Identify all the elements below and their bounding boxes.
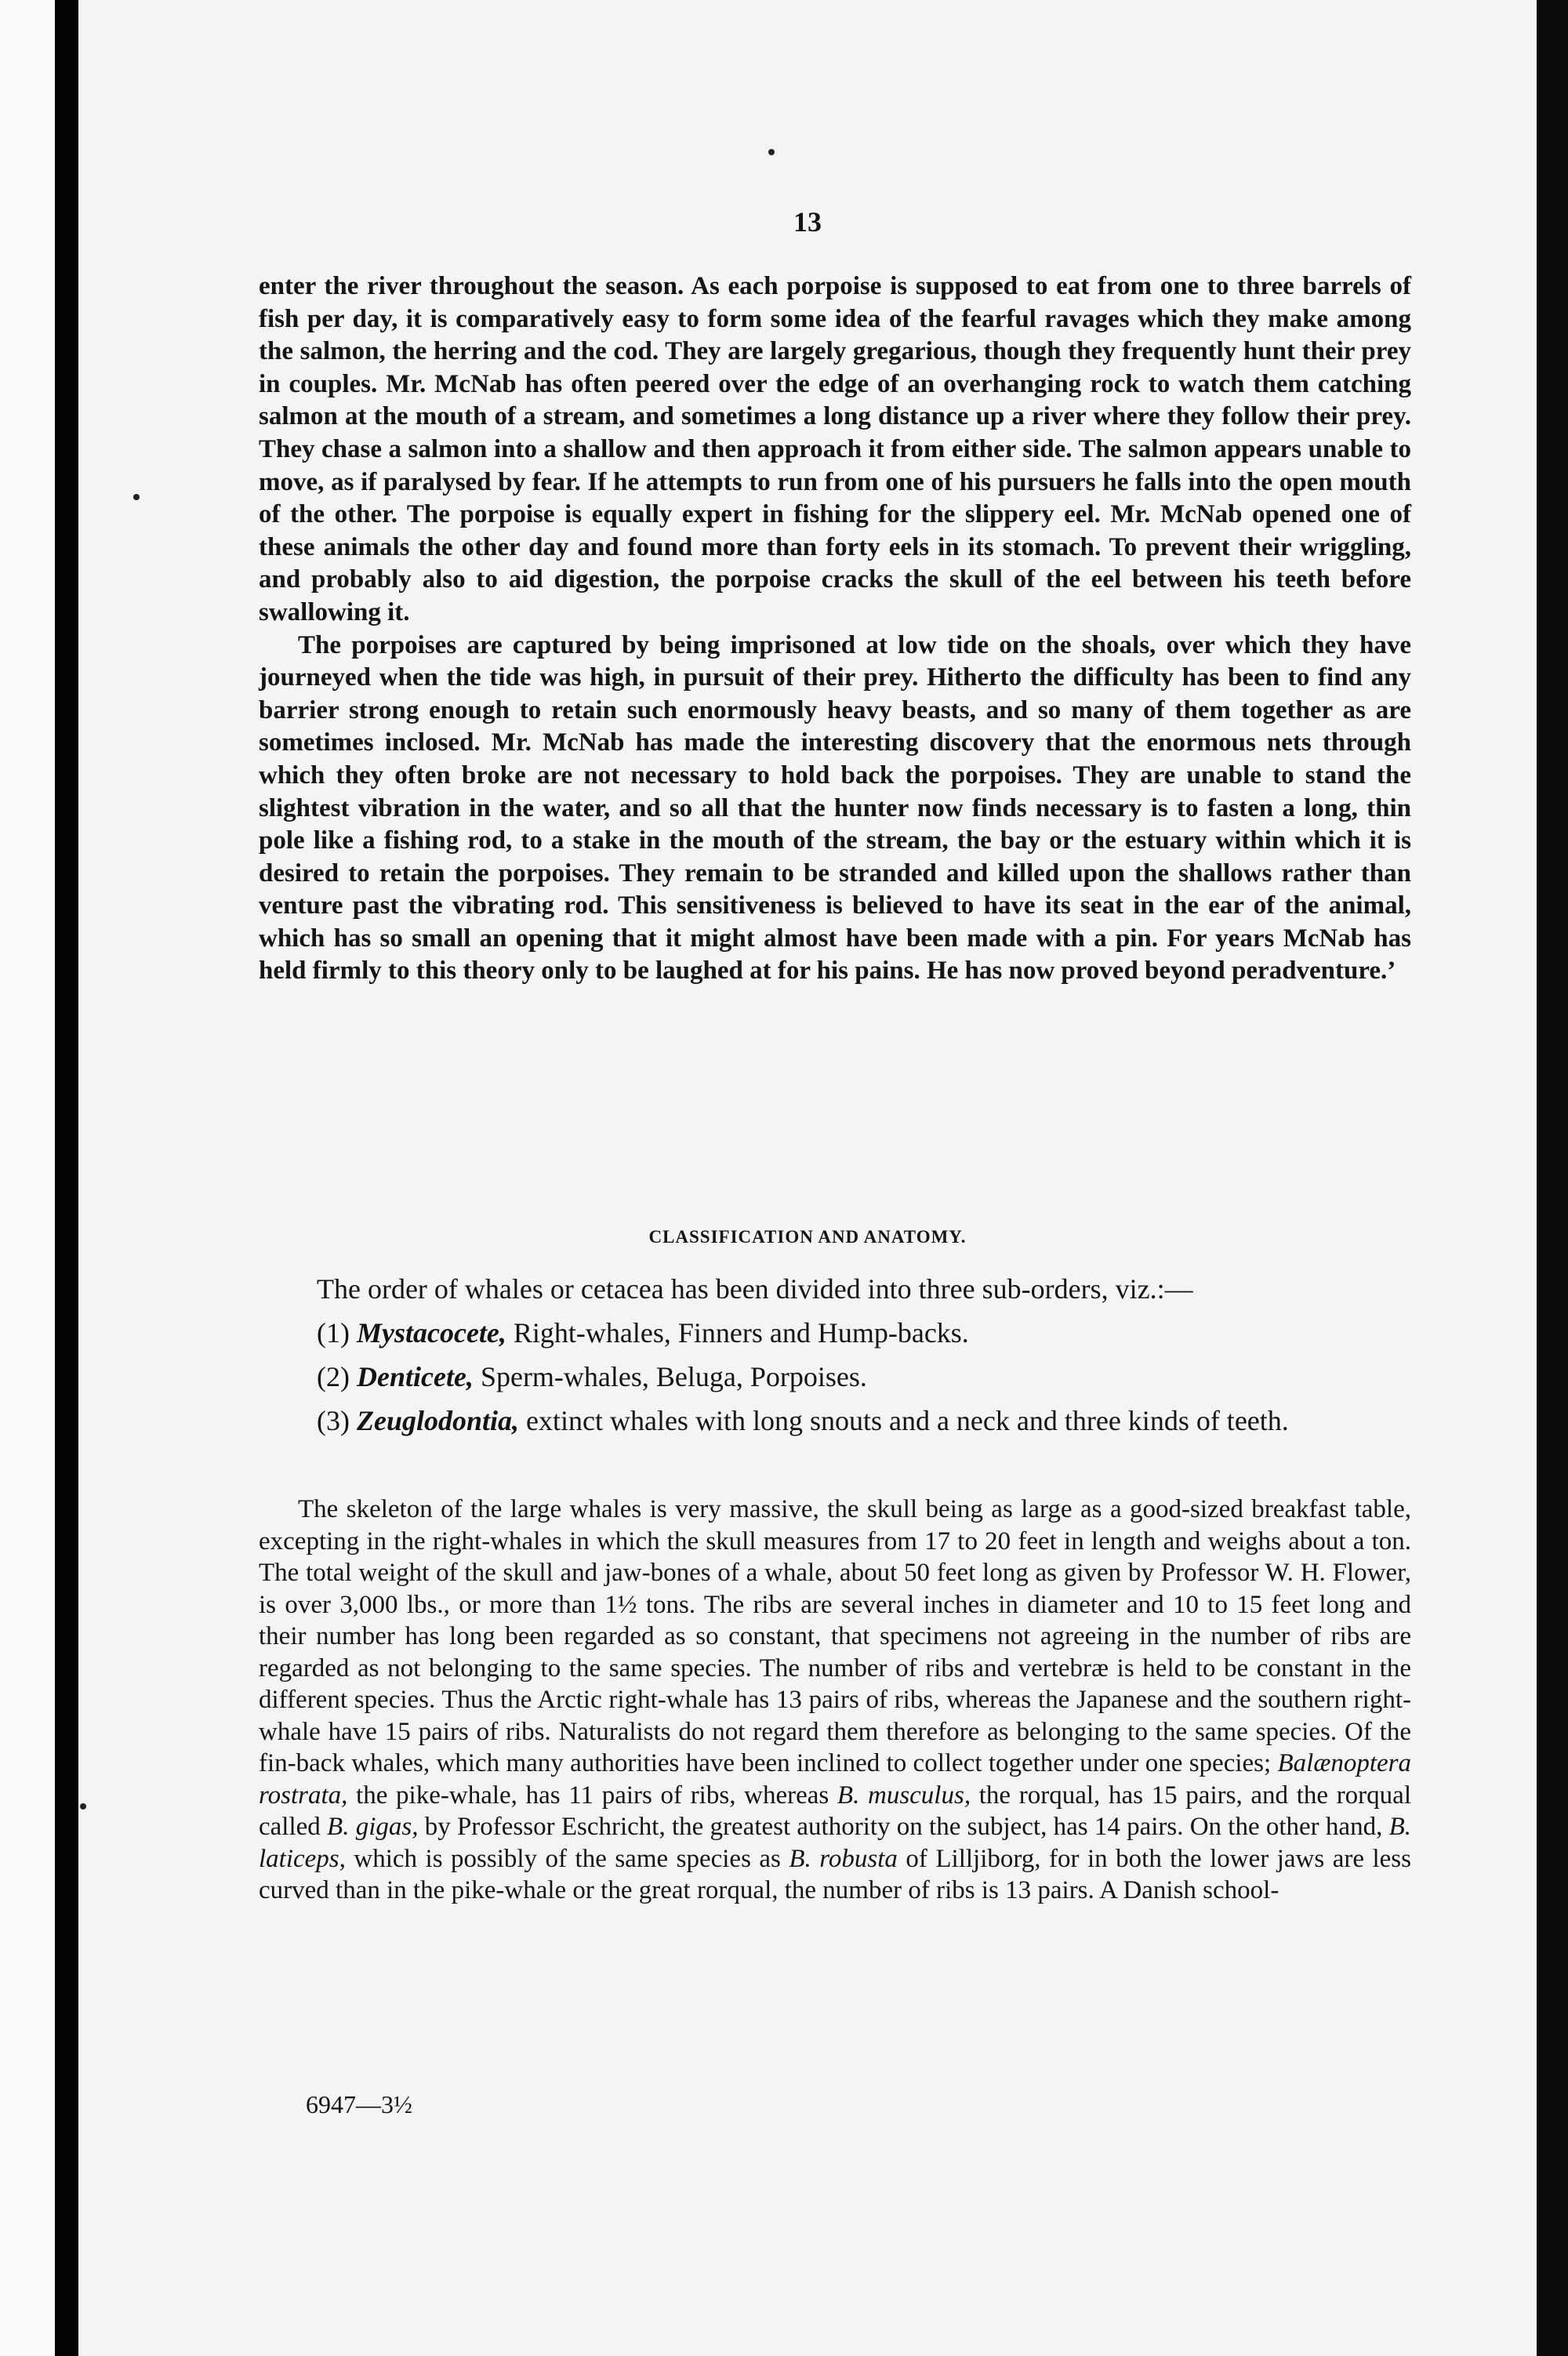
suborder-description: Sperm-whales, Beluga, Porpoises.: [473, 1361, 867, 1392]
suborder-number: (3): [317, 1405, 350, 1436]
species-name: B. robusta: [789, 1844, 898, 1873]
text-run: the pike-whale, has 11 pairs of ribs, whereas: [347, 1781, 837, 1810]
scan-binding-edge: [55, 0, 78, 2356]
scan-speck: [768, 149, 775, 155]
species-name: B. musculus,: [837, 1781, 971, 1810]
page-number: 13: [793, 206, 822, 238]
suborder-item: [317, 1314, 1430, 1352]
book-page: [78, 0, 1537, 2356]
suborder-description: extinct whales with long snouts and a neck and three kinds of teeth.: [519, 1405, 1289, 1436]
section-heading: CLASSIFICATION AND ANATOMY.: [648, 1227, 967, 1247]
text-run: which is possibly of the same species as: [345, 1844, 789, 1873]
text-run: of Lilljiborg, for in both the lower jaws are less curved than in the pike-whale or the great rorqual, the number of ribs is 13 pairs. A Danish school-: [259, 1844, 1411, 1904]
classification-intro: The order of whales or cetacea has been divided into three sub-orders, viz.:—: [317, 1273, 1193, 1305]
scan-left-margin: [0, 0, 55, 2356]
suborder-number: (1): [317, 1317, 350, 1349]
text-run: by Professor Eschricht, the greatest authority on the subject, has 14 pairs. On the other hand,: [418, 1813, 1389, 1841]
text-run: the rorqual, has 15 pairs, and the rorqual called: [259, 1781, 1411, 1841]
printer-signature: 6947—3½: [306, 2090, 412, 2118]
suborder-number: (2): [317, 1361, 350, 1392]
text-run: The skeleton of the large whales is very massive, the skull being as large as a good-sized breakfast table, excepting in the right-whales in which the skull measures from 17 to 20 feet in length and weighs about a ton. The total weight of the skull and jaw-bones of a whale, about 50 feet long as given by Professor W. H. Flower, is over 3,000 lbs., or more than 1½ tons. The ribs are several inches in diameter and 10 to 15 feet long and their number has long been regarded as so constant, that specimens not agreeing in the number of ribs are regarded as not belonging to the same species. The number of ribs and vertebræ is held to be constant in the different species. Thus the Arctic right-whale has 13 pairs of ribs, whereas the Japanese and the southern right-whale have 15 pairs of ribs. Naturalists do not regard them therefore as belonging to the same species. Of the fin-back whales, which many authorities have been inclined to collect together under one species;: [259, 1495, 1411, 1777]
paragraph-porpoise-diet: enter the river throughout the season. As each porpoise is supposed to eat from one to three barrels of fish per day, it is comparatively easy to form some idea of the fearful ravages which they make among the salmon, the herring and the cod. They are largely gregarious, though they frequently hunt their prey in couples. Mr. McNab has often peered over the edge of an overhanging rock to watch them catching salmon at the mouth of a stream, and sometimes a long distance up a river where they follow their prey. They chase a salmon into a shallow and then approach it from either side. The salmon appears unable to move, as if paralysed by fear. If he attempts to run from one of his pursuers he falls into the open mouth of the other. The porpoise is equally expert in fishing for the slippery eel. Mr. McNab opened one of these animals the other day and found more than forty eels in its stomach. To prevent their wriggling, and probably also to aid digestion, the porpoise cracks the skull of the eel between his teeth before swallowing it.: [259, 272, 1411, 626]
suborder-item: [317, 1402, 1430, 1439]
suborder-description: Right-whales, Finners and Hump-backs.: [506, 1317, 969, 1349]
scan-speck: [80, 1803, 86, 1810]
porpoise-text: [259, 270, 1411, 988]
species-name: B. laticeps,: [259, 1813, 1411, 1873]
suborder-item: [317, 1358, 1430, 1396]
suborder-name: Mystacocete,: [356, 1317, 506, 1349]
paragraph-skeleton: [259, 1494, 1411, 1907]
species-name: B. gigas,: [327, 1813, 419, 1841]
suborder-name: Zeuglodontia,: [356, 1405, 520, 1436]
skeleton-text: [259, 1494, 1411, 1907]
paragraph-porpoise-capture: The porpoises are captured by being imprisoned at low tide on the shoals, over which they have journeyed when the tide was high, in pursuit of their prey. Hitherto the difficulty has been to find any barrier strong enough to retain such enormously heavy beasts, and so many of them together as are sometimes inclosed. Mr. McNab has made the interesting discovery that the enormous nets through which they often broke are not necessary to hold back the porpoises. They are unable to stand the slightest vibration in the water, and so all that the hunter now finds necessary is to fasten a long, thin pole like a fishing rod, to a stake in the mouth of the stream, the bay or the estuary within which it is desired to retain the porpoises. They remain to be stranded and killed upon the shallows rather than venture past the vibrating rod. This sensitiveness is believed to have its seat in the ear of the animal, which has so small an opening that it might almost have been made with a pin. For years McNab has held firmly to this theory only to be laughed at for his pains. He has now proved beyond peradventure.’: [259, 630, 1411, 986]
suborder-list: [317, 1270, 1430, 1446]
species-name: Balænoptera rostrata,: [259, 1749, 1411, 1810]
scan-speck: [133, 494, 140, 500]
suborder-name: Denticete,: [356, 1361, 474, 1392]
scan-right-edge: [1537, 0, 1568, 2356]
